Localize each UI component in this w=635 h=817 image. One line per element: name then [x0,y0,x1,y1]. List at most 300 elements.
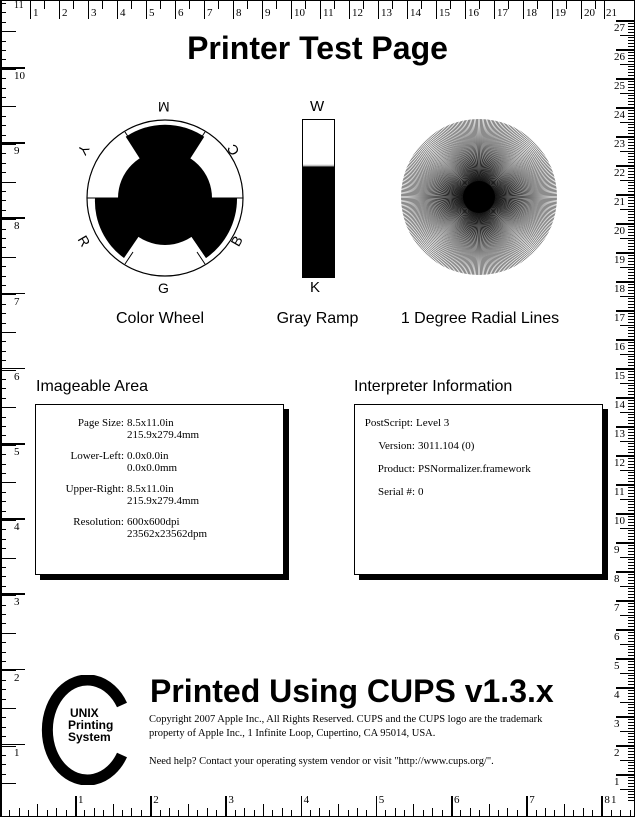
ruler-tick [628,739,634,740]
interpreter-info-label: Product: [377,463,415,475]
right-ruler-label: 12 [614,457,625,469]
ruler-tick [628,649,634,650]
ruler-tick [628,417,634,418]
ruler-tick [0,116,6,117]
ruler-tick [628,536,634,537]
ruler-tick [628,597,634,598]
ruler-tick [0,238,6,239]
ruler-tick [628,742,634,743]
ruler-tick [628,696,634,697]
ruler-tick [628,423,634,424]
imageable-area-value: 8.5x11.0in [127,417,174,429]
top-ruler-label: 6 [178,7,184,19]
ruler-tick [88,1,89,19]
ruler-tick [620,180,634,181]
ruler-tick [628,159,634,160]
ruler-tick [628,211,634,212]
cups-logo [38,675,130,785]
ruler-tick [628,516,634,517]
ruler-tick [628,780,634,781]
ruler-tick [146,1,147,19]
ruler-tick [628,316,634,317]
ruler-tick [628,72,634,73]
ruler-tick [628,667,634,668]
top-ruler-label: 17 [497,7,508,19]
ruler-tick [536,810,537,816]
ruler-tick [378,1,379,19]
ruler-tick [628,87,634,88]
ruler-tick [628,139,634,140]
ruler-tick [628,333,634,334]
top-ruler-label: 10 [294,7,305,19]
ruler-tick [628,583,634,584]
top-ruler-label: 3 [91,7,97,19]
ruler-tick [595,1,596,9]
ruler-tick [628,675,634,676]
right-ruler-label: 5 [614,660,620,672]
ruler-tick [628,725,634,726]
ruler-tick [620,209,634,210]
ruler-tick [0,257,16,258]
ruler-tick [0,520,16,521]
ruler-tick [0,699,6,700]
ruler-tick [628,116,634,117]
right-ruler-label: 24 [614,109,625,121]
right-ruler-label: 2 [614,747,620,759]
right-ruler-label: 25 [614,80,625,92]
ruler-tick [628,554,634,555]
ruler-tick [460,810,461,816]
wheel-label-c: C [223,141,243,159]
ruler-tick [628,66,634,67]
ruler-tick [628,113,634,114]
ruler-tick [169,808,170,816]
gray-ramp-top-label: W [310,98,325,115]
right-ruler-label: 1 [614,776,620,788]
ruler-tick [628,162,634,163]
ruler-tick [0,642,6,643]
top-ruler-label: 20 [584,7,595,19]
ruler-tick [628,757,634,758]
ruler-tick [262,1,263,19]
ruler-tick [310,810,311,816]
ruler-tick [628,539,634,540]
bottom-ruler-label: 5 [378,794,385,806]
ruler-tick [628,522,634,523]
ruler-tick [0,332,16,333]
imageable-area-label: Page Size: [77,417,124,429]
ruler-tick [0,717,6,718]
ruler-tick [628,678,634,679]
ruler-tick [189,1,190,9]
ruler-tick [0,680,6,681]
ruler-tick [0,529,6,530]
ruler-tick [628,606,634,607]
ruler-tick [0,558,16,559]
ruler-tick [628,156,634,157]
ruler-tick [628,374,634,375]
ruler-tick [0,247,6,248]
ruler-tick [628,351,634,352]
ruler-tick [122,810,123,816]
ruler-tick [0,774,6,775]
ruler-tick [263,804,264,816]
ruler-tick [628,284,634,285]
ruler-tick [0,398,6,399]
left-ruler-label: 3 [14,596,20,609]
ruler-tick [0,172,6,173]
ruler-tick [0,351,6,352]
logo-text-unix: UNIX [70,706,99,720]
ruler-tick [0,341,6,342]
ruler-tick [628,235,634,236]
ruler-tick [628,562,634,563]
ruler-tick [628,362,634,363]
top-ruler-label: 11 [14,0,24,11]
ruler-tick [0,294,16,295]
left-ruler [0,0,30,817]
ruler-tick [94,808,95,816]
copyright-line-2: property of Apple Inc., 1 Infinite Loop, Cupertino, CA 95014, USA. [149,728,436,739]
ruler-tick [628,385,634,386]
ruler-tick [628,438,634,439]
ruler-tick [628,226,634,227]
wheel-label-y: Y [74,141,93,159]
ruler-tick [628,791,634,792]
right-ruler-label: 19 [614,254,625,266]
ruler-tick [628,185,634,186]
ruler-tick [628,23,634,24]
right-ruler-label: 9 [614,544,620,556]
bottom-ruler-label: 6 [454,794,460,806]
ruler-tick [620,151,634,152]
imageable-area-value: 8.5x11.0in [127,483,174,495]
right-ruler-label: 20 [614,225,625,237]
left-ruler-label: 5 [14,446,20,458]
ruler-tick [276,1,277,9]
ruler-tick [628,690,634,691]
ruler-tick [620,702,634,703]
ruler-tick [628,182,634,183]
interpreter-info-label: Version: [378,440,415,452]
left-ruler-label: 4 [14,521,20,534]
ruler-tick [517,810,518,816]
ruler-tick [0,153,6,154]
ruler-tick [407,1,408,19]
ruler-tick [0,323,6,324]
ruler-tick [628,342,634,343]
ruler-tick [628,203,634,204]
ruler-tick [0,736,6,737]
ruler-tick [628,594,634,595]
ruler-tick [628,722,634,723]
ruler-tick [628,530,634,531]
ruler-tick [385,810,386,816]
ruler-tick [628,420,634,421]
ruler-tick [0,605,6,606]
bottom-ruler-label: 4 [303,794,310,806]
ruler-tick [404,810,405,816]
ruler-tick [628,127,634,128]
ruler-tick [442,810,443,816]
ruler-tick [451,796,453,816]
ruler-tick [233,1,234,19]
interpreter-info-heading: Interpreter Information [354,378,513,395]
ruler-tick [0,567,6,568]
ruler-tick [628,95,634,96]
ruler-tick [628,574,634,575]
ruler-baseline [0,0,635,1]
ruler-tick [0,548,6,549]
ruler-tick [628,130,634,131]
ruler-tick [66,810,67,816]
ruler-tick [628,646,634,647]
ruler-tick [188,804,189,816]
ruler-tick [628,475,634,476]
ruler-tick [523,1,524,19]
ruler-tick [628,287,634,288]
ruler-tick [628,707,634,708]
right-ruler-label: 4 [614,689,620,701]
ruler-tick [392,1,393,9]
copyright-line-1: Copyright 2007 Apple Inc., All Rights Reserved. CUPS and the CUPS logo are the trademark [149,714,543,725]
right-ruler-label: 27 [614,22,625,34]
ruler-tick [628,388,634,389]
ruler-tick [628,406,634,407]
right-ruler-label: 18 [614,283,625,295]
ruler-tick [131,808,132,816]
ruler-tick [0,200,6,201]
ruler-tick [628,765,634,766]
ruler-tick [348,810,349,816]
ruler-tick [581,1,582,19]
ruler-tick [0,88,6,89]
ruler-tick [620,644,634,645]
ruler-tick [628,191,634,192]
ruler-tick [628,249,634,250]
top-ruler [0,0,635,28]
ruler-tick [628,464,634,465]
ruler-tick [0,191,6,192]
ruler-tick [103,810,104,816]
left-ruler-label: 8 [14,220,20,233]
ruler-tick [628,319,634,320]
ruler-tick [628,533,634,534]
ruler-tick [620,557,634,558]
ruler-tick [628,519,634,520]
ruler-tick [0,3,6,4]
ruler-tick [628,26,634,27]
ruler-tick [545,808,546,816]
ruler-tick [0,407,16,408]
ruler-tick [334,1,335,9]
ruler-tick [628,232,634,233]
right-ruler-label: 16 [614,341,625,353]
ruler-tick [0,708,16,709]
ruler-tick [628,641,634,642]
ruler-tick [376,796,378,816]
ruler-tick [628,617,634,618]
ruler-tick [628,394,634,395]
ruler-tick [628,771,634,772]
ruler-tick [338,804,339,816]
ruler-tick [628,243,634,244]
ruler-tick [628,104,634,105]
logo-text-printing: Printing [68,718,114,732]
ruler-tick [628,246,634,247]
interpreter-info-value: Level 3 [416,417,450,429]
ruler-tick [0,266,6,267]
ruler-tick [628,145,634,146]
ruler-tick [628,197,634,198]
ruler-tick [628,75,634,76]
ruler-tick [508,1,509,9]
ruler-tick [583,808,584,816]
ruler-tick [620,412,634,413]
imageable-area-label: Resolution: [73,516,124,528]
ruler-tick [628,670,634,671]
interpreter-info-value: 0 [418,486,424,498]
ruler-tick [628,327,634,328]
ruler-tick [628,551,634,552]
ruler-tick [628,704,634,705]
ruler-tick [291,810,292,816]
ruler-tick [301,796,303,816]
ruler-tick [628,403,634,404]
ruler-tick [436,1,437,19]
ruler-tick [319,808,320,816]
ruler-tick [628,577,634,578]
ruler-tick [628,188,634,189]
ruler-tick [0,623,6,624]
ruler-tick [84,810,85,816]
ruler-tick [620,673,634,674]
interpreter-info-label: Serial #: [378,486,415,498]
ruler-tick [305,1,306,9]
ruler-tick [160,810,161,816]
ruler-tick [628,177,634,178]
imageable-area-label: Lower-Left: [70,450,124,462]
ruler-tick [628,217,634,218]
ruler-tick [0,388,6,389]
ruler-tick [628,365,634,366]
ruler-tick [0,661,6,662]
ruler-tick [150,796,152,816]
ruler-tick [0,125,6,126]
interpreter-info-value: PSNormalizer.framework [418,463,531,475]
ruler-tick [628,98,634,99]
ruler-tick [628,148,634,149]
ruler-tick [0,746,16,747]
gray-ramp-bottom-label: K [310,279,321,296]
ruler-tick [628,200,634,201]
ruler-tick [141,810,142,816]
ruler-tick [628,174,634,175]
interpreter-info-label: PostScript: [364,417,413,429]
ruler-tick [554,810,555,816]
top-ruler-label: 5 [149,7,155,19]
ruler-tick [628,133,634,134]
ruler-tick [620,325,634,326]
imageable-area-label: Upper-Right: [65,483,124,495]
ruler-tick [628,728,634,729]
ruler-tick [628,220,634,221]
ruler-tick [0,670,16,671]
ruler-tick [628,371,634,372]
ruler-tick [0,304,6,305]
left-ruler-label: 6 [14,370,20,383]
ruler-tick [592,810,593,816]
ruler-tick [620,499,634,500]
ruler-tick [628,783,634,784]
ruler-tick [44,1,45,9]
ruler-tick [628,603,634,604]
ruler-tick [628,409,634,410]
ruler-tick [0,539,6,540]
ruler-tick [450,1,451,9]
ruler-tick [628,269,634,270]
ruler-tick [0,97,6,98]
ruler-tick [628,435,634,436]
ruler-tick [432,808,433,816]
ruler-tick [282,808,283,816]
ruler-tick [0,69,16,70]
ruler-tick [620,296,634,297]
ruler-tick [628,733,634,734]
ruler-tick [628,655,634,656]
ruler-tick [0,755,6,756]
ruler-tick [0,370,16,371]
ruler-tick [0,764,6,765]
ruler-tick [628,348,634,349]
ruler-tick [620,528,634,529]
right-ruler [600,0,635,817]
ruler-tick [470,808,471,816]
radial-lines-graphic [399,117,559,277]
ruler-tick [30,1,31,19]
ruler-tick [395,808,396,816]
top-ruler-label: 16 [468,7,479,19]
ruler-tick [628,171,634,172]
ruler-baseline [0,0,2,817]
ruler-tick [357,808,358,816]
ruler-tick [628,330,634,331]
ruler-tick [0,313,6,314]
ruler-tick [628,168,634,169]
ruler-tick [628,699,634,700]
ruler-tick [47,810,48,816]
ruler-tick [628,293,634,294]
ruler-tick [628,754,634,755]
imageable-area-value: 23562x23562dpm [127,528,208,540]
ruler-tick [628,313,634,314]
ruler-tick [628,490,634,491]
ruler-tick [628,258,634,259]
ruler-tick [0,163,6,164]
top-ruler-label: 9 [265,7,271,19]
ruler-tick [628,609,634,610]
ruler-tick [628,751,634,752]
right-ruler-label: 15 [614,370,625,382]
ruler-tick [628,142,634,143]
ruler-tick [628,748,634,749]
ruler-tick [628,768,634,769]
ruler-tick [225,796,227,816]
top-ruler-label: 4 [120,7,126,19]
interpreter-info-box [354,404,603,575]
right-ruler-label: 6 [614,631,620,643]
ruler-tick [0,360,6,361]
